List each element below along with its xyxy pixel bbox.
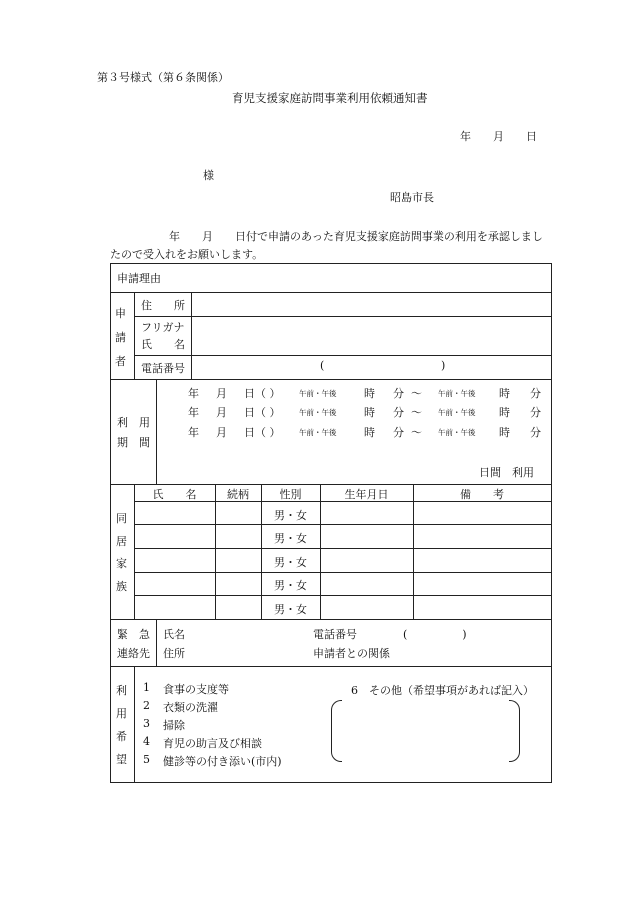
period-footer: 日間 利用 (479, 466, 534, 479)
name-label: 氏 名 (141, 338, 185, 351)
phone-paren-open: ( (320, 359, 325, 372)
emergency-label-2: 連絡先 (117, 647, 150, 660)
wish-item-text: 食事の支度等 (163, 683, 229, 696)
household-header-name: 氏 名 (152, 488, 197, 501)
household-row-sex: 男・女 (274, 532, 307, 545)
wish-other: 6 その他（希望事項があれば記入） (351, 684, 534, 697)
application-form-table: 申請理由 申請者 住 所 フリガナ 氏 名 電話番号 ( ) 利 用 期 間 年 月 日（ ） 午前・午後 時 分 〜 午前・午後 時 分 年 月 日（ ） 午前・午後 時 分 〜 午前・午後 時 分 年 月 日（ ） 午前・午後 時 分 〜 午前・午後 時 分 日間 利用 同居家族 氏 名 続柄 性別 生年月日 備 考 男・女 男・女 男・女 男・女 男・女 緊 急 連絡先 氏名 電話番号 ( ) 住所 申請者との関係 利用希望 1 食事の支度等 2 衣類の洗濯 3 掃除 4 育児の助言及び相談 5 健診等の付き添い(市内) 6 その他（希望事項があれば記入） (110, 263, 552, 783)
wish-item-text: 健診等の付き添い(市内) (163, 755, 282, 768)
wish-item-num: 2 (143, 699, 150, 712)
period-label-2: 期 間 (117, 436, 150, 449)
emergency-label-1: 緊 急 (117, 628, 150, 641)
emergency-phone-label: 電話番号 (313, 628, 357, 641)
emergency-address-label: 住所 (163, 647, 185, 660)
addressee-suffix: 様 (203, 169, 214, 182)
applicant-label: 申請者 (115, 307, 126, 368)
issuer: 昭島市長 (390, 191, 434, 204)
period-label-1: 利 用 (117, 416, 150, 429)
address-label: 住 所 (141, 299, 185, 312)
form-number: 第３号様式（第６条関係） (97, 71, 229, 84)
household-label: 同居家族 (116, 512, 127, 593)
wish-item-num: 1 (143, 681, 150, 694)
phone-label: 電話番号 (141, 362, 185, 375)
wish-item-num: 5 (143, 753, 150, 766)
household-header-remarks: 備 考 (460, 488, 504, 501)
document-title: 育児支援家庭訪問事業利用依頼通知書 (232, 91, 428, 105)
household-header-sex: 性別 (279, 488, 302, 501)
emergency-phone-paren: ( ) (403, 628, 467, 641)
furigana-label: フリガナ (141, 321, 185, 334)
other-left-bracket (331, 700, 342, 762)
reason-label: 申請理由 (117, 272, 161, 285)
household-header-birthdate: 生年月日 (344, 488, 389, 501)
household-row-sex: 男・女 (274, 509, 307, 522)
emergency-relation-label: 申請者との関係 (313, 647, 390, 660)
emergency-name-label: 氏名 (163, 628, 185, 641)
wish-item-text: 衣類の洗濯 (163, 701, 218, 714)
other-right-bracket (509, 700, 520, 762)
wish-item-num: 4 (143, 735, 150, 748)
wishes-label: 利用希望 (116, 684, 127, 766)
wish-item-text: 掃除 (163, 719, 185, 732)
wish-item-text: 育児の助言及び相談 (163, 737, 262, 750)
household-row-sex: 男・女 (274, 603, 307, 616)
household-row-sex: 男・女 (274, 579, 307, 592)
body-text-line-2: たので受入れをお願いします。 (110, 248, 264, 261)
household-header-relation: 続柄 (227, 488, 249, 501)
phone-paren-close: ) (441, 359, 446, 372)
wish-item-num: 3 (143, 717, 150, 730)
body-text-line-1: 年 月 日付で申請のあった育児支援家庭訪問事業の利用を承認しまし (169, 230, 543, 243)
household-row-sex: 男・女 (274, 556, 307, 569)
date-line: 年 月 日 (460, 130, 537, 143)
